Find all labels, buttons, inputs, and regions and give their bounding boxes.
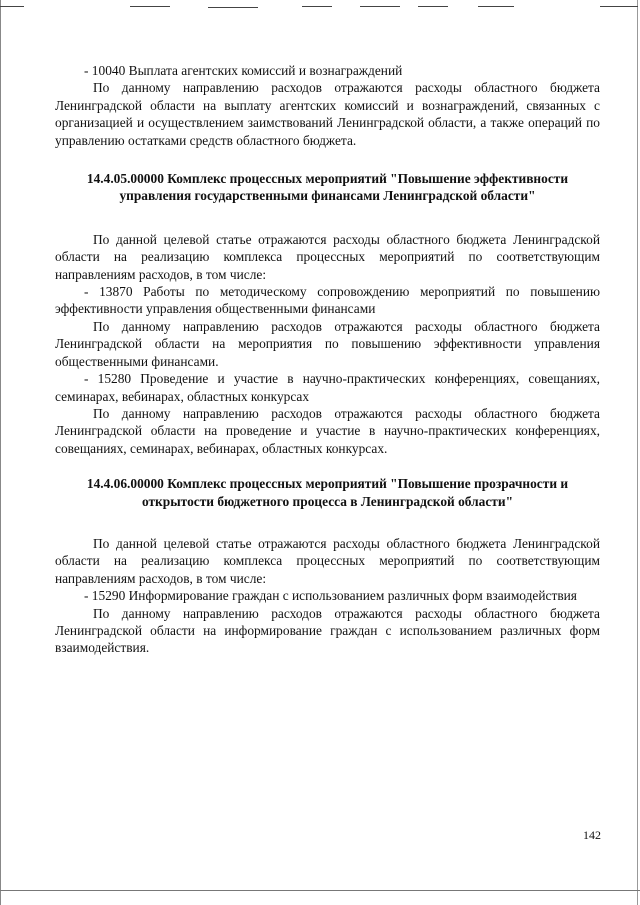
paragraph: По данному направлению расходов отражаются расходы областного бюджета Ленинградской области на проведение и участие в научно-практических конференциях, совещаниях, семинарах, вебинарах, областных конкурсах. [55,405,600,456]
section-heading-14-4-06: 14.4.06.00000 Комплекс процессных мероприятий "Повышение прозрачности и открытости бюджетного процесса в Ленинградской области" [86,476,569,509]
page-number: 142 [583,828,601,842]
list-item-10040: - 10040 Выплата агентских комиссий и вознаграждений [84,63,403,78]
scan-edge-left [0,0,1,905]
paragraph: По данному направлению расходов отражаются расходы областного бюджета Ленинградской области на информирование граждан с использованием различных форм взаимодействия. [55,605,600,656]
scan-edge-right [637,0,638,905]
scan-artifact [0,6,24,7]
scan-artifact [208,7,258,8]
paragraph: По данному направлению расходов отражаются расходы областного бюджета Ленинградской области на выплату агентских комиссий и вознаграждений, связанных с организацией и осуществлением заимствований Ленинградской области, а также операций по управлению остатками средств областного бюджета. [55,80,600,148]
section-heading-14-4-05: 14.4.05.00000 Комплекс процессных мероприятий "Повышение эффективности управления государственными финансами Ленинградской области" [86,171,569,204]
scan-artifact [360,6,400,7]
scan-artifact [600,6,638,7]
scan-artifact [302,6,332,7]
paragraph: По данной целевой статье отражаются расходы областного бюджета Ленинградской области на реализацию комплекса процессных мероприятий по соответствующим направлениям расходов, в том числе: [55,535,600,586]
scan-edge-bottom [0,890,640,891]
paragraph: По данному направлению расходов отражаются расходы областного бюджета Ленинградской области на мероприятия по повышению эффективности управления общественными финансами. [55,318,600,369]
list-item-13870: - 13870 Работы по методическому сопровождению мероприятий по повышению эффективности управления общественными финансами [55,284,600,317]
scan-artifact [418,6,448,7]
list-item-15290: - 15290 Информирование граждан с использованием различных форм взаимодействия [84,588,577,604]
paragraph: По данной целевой статье отражаются расходы областного бюджета Ленинградской области на реализацию комплекса процессных мероприятий по соответствующим направлениям расходов, в том числе: [55,231,600,282]
scan-artifact [478,6,514,7]
list-item-15280: - 15280 Проведение и участие в научно-практических конференциях, совещаниях, семинарах, вебинарах, областных конкурсах [55,371,600,404]
document-body [55,62,600,657]
scan-artifact [130,6,170,7]
